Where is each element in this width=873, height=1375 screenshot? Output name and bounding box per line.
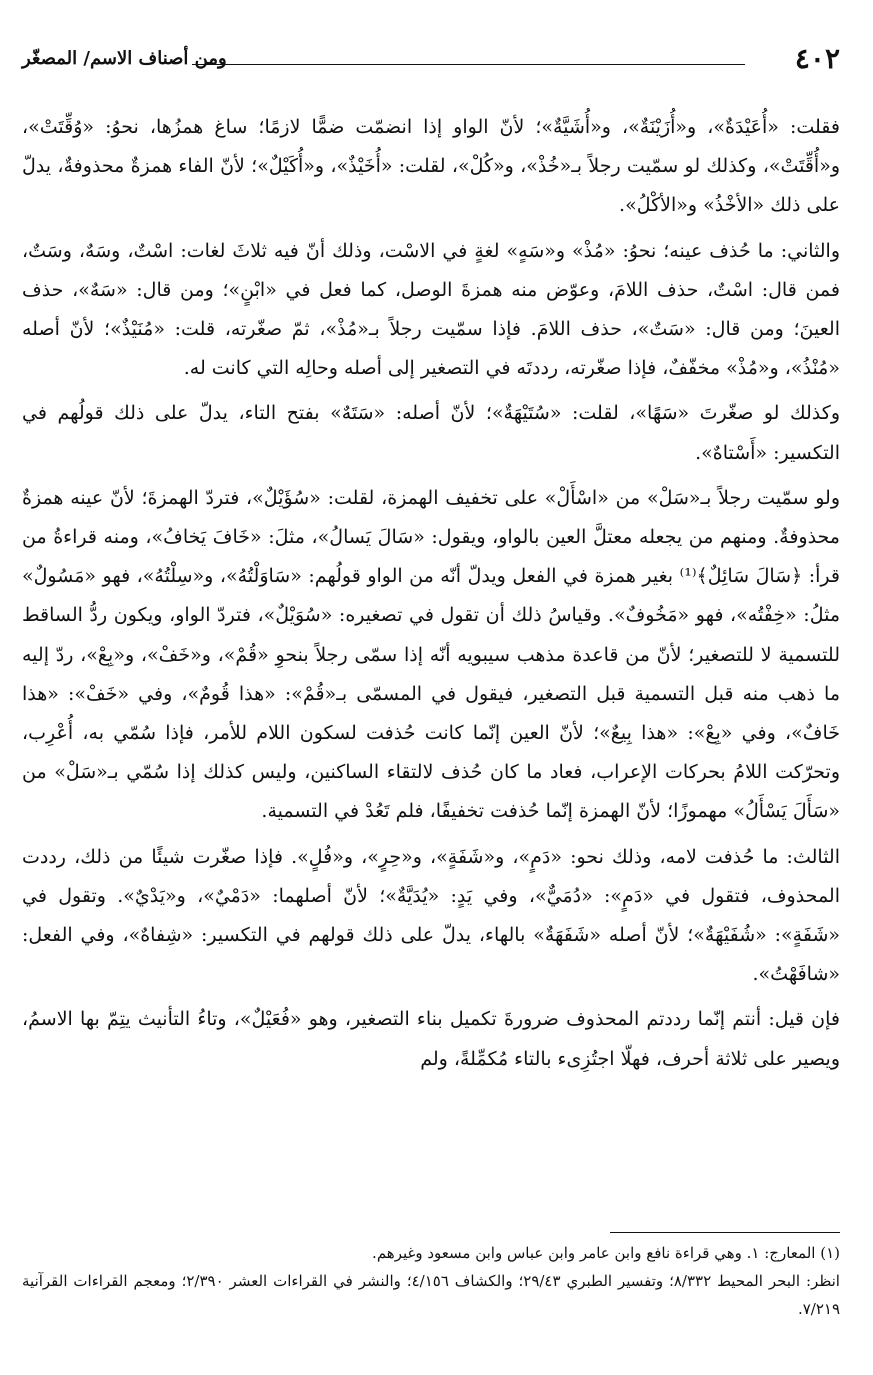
paragraph: فإن قيل: أنتم إنّما رددتم المحذوف ضرورةَ تكميل بناء التصغير، وهو «فُعَيْلٌ»، وتاءُ التأنيث يتِمّ بها الاسمُ، ويصير على ثلاثة أحرف، فهلّا اجتُزِىء بالتاء مُكمِّلةً، ولم — [22, 1008, 840, 1070]
footnote-reference: انظر: البحر المحيط ٨/٣٣٢؛ وتفسير الطبري ٢٩/٤٣؛ والكشاف ٤/١٥٦؛ والنشر في القراءات العشر ٢/٣٩٠؛ ومعجم القراءات القرآنية ٧/٢١٩. — [22, 1272, 840, 1318]
footnote: (١) المعارج: ١. وهي قراءة نافع وابن عامر وابن عباس وابن مسعود وغيرهم. — [372, 1244, 840, 1262]
paragraph: وكذلك لو صغّرتَ «سَهًا»، لقلت: «سُتَيْهَةٌ»؛ لأنّ أصله: «سَتَهٌ» بفتح التاء، يدلّ على ذلك قولُهم في التكسير: «أَسْتاهٌ». — [22, 402, 840, 464]
body-text — [22, 108, 840, 1079]
paragraph: الثالث: ما حُذفت لامه، وذلك نحو: «دَمٍ»، و«شَفَةٍ»، و«حِرٍ»، و«فُلٍ». فإذا صغّرت شيئًا من ذلك، رددت المحذوف، فتقول في «دَمٍ»: «دُمَيٌّ»، وفي يَدٍ: «يُدَيَّةٌ»؛ لأنّ أصلهما: «دَمْيٌ»، و«يَدْيٌ». وتقول في «شَفَةٍ»: «شُفَيْهَةٌ»؛ لأنّ أصله «شَفَهَةٌ» بالهاء، يدلّ على ذلك قولهم في التكسير: «شِفاهٌ»، وفي الفعل: «شافَهْتُ». — [22, 845, 840, 986]
page-number: ٤٠٢ — [794, 42, 840, 75]
paragraph: والثاني: ما حُذف عينه؛ نحوُ: «مُذْ» و«سَهٍ» لغةٍ في الاسْت، وذلك أنّ فيه ثلاثَ لغات: اسْتٌ، وسَهٌ، وسَتٌ، فمن قال: اسْتٌ، حذف اللامَ، وعوّض منه همزةَ الوصل، كما فعل في «ابْنٍ»؛ ومن قال: «سَهٌ»، حذف العينَ؛ ومن قال: «سَتٌ»، حذف اللامَ. فإذا سمّيت رجلاً بـ«مُذْ»، ثمّ صغّرته، قلت: «مُنَيْذٌ»؛ لأنّ أصله «مُنْذُ»، و«مُذْ» مخفّفٌ، فإذا صغّرته، رددتَه في التصغير إلى أصله وحالِه التي كانت له. — [22, 239, 840, 380]
running-title: ومن أصناف الاسم/ المصغّر — [22, 48, 227, 69]
paragraph: فقلت: «أُعَيْدَةٌ»، و«أُزَيْنَةٌ»، و«أُشَيَّةٌ»؛ لأنّ الواو إذا انضمّت ضمًّا لازمًا؛ ساغ همزُها، نحوُ: «وُقِّتَتْ»، و«أُقِّتَتْ»، وكذلك لو سمّيت رجلاً بـ«خُذْ»، و«كُلْ»، لقلت: «أُخَيْذٌ»، و«أُكَيْلٌ»؛ لأنّ الفاء همزةٌ محذوفةٌ، يدلّ على ذلك «الأخْذُ» و«الأكْلُ». — [22, 116, 840, 217]
book-page — [22, 40, 840, 1318]
page-header — [22, 40, 840, 78]
footnotes — [22, 1232, 840, 1323]
header-rule — [192, 64, 745, 65]
footnote-rule — [610, 1232, 840, 1233]
paragraph: ولو سمّيت رجلاً بـ«سَلْ» من «اسْأَلْ» على تخفيف الهمزة، لقلت: «سُؤَيْلٌ»، فتردّ الهمزةَ؛ لأنّ عينه همزةٌ محذوفةٌ. ومنهم من يجعله معتلَّ العين بالواو، ويقول: «سَالَ يَسالُ»، مثلَ: «خَافَ يَخافُ»، ومنه قراءةُ من قرأ: ﴿سَالَ سَائِلٌ﴾⁽¹⁾ بغير همزة في الفعل ويدلّ أنّه من الواو قولُهم: «سَاوَلْتُهُ»، و«سِلْتُهُ»، فهو «مَسُولٌ» مثلُ: «خِفْتُه»، فهو «مَخُوفٌ». وقياسُ ذلك أن تقول في تصغيره: «سُوَيْلٌ»، فتردّ الواو، ويكون ردُّ الساقط للتسمية لا للتصغير؛ لأنّ من قاعدة مذهب سيبويه أنّه إذا سمّى رجلاً بنحوِ «قُمْ»، و«خَفْ»، و«بِعْ»، ردّ إليه ما ذهب منه قبل التسمية قبل التصغير، فيقول في المسمّى بـ«قُمْ»: «هذا قُومٌ»، وفي «خَفْ»: «هذا خَافٌ»، وفي «بِعْ»: «هذا بِيعٌ»؛ لأنّ العين إنّما كانت حُذفت لسكون اللام للأمر، فإذا سُمّي به، أُعْرِب، وتحرّكت اللامُ بحركات الإعراب، فعاد ما كان حُذف لالتقاء الساكنين، وليس كذلك إذا سُمّي بـ«سَلْ» من «سَأَلَ يَسْأَلُ» مهموزًا؛ لأنّ الهمزة إنّما حُذفت تخفيفًا، فلم تَعُدْ في التسمية. — [22, 486, 840, 823]
